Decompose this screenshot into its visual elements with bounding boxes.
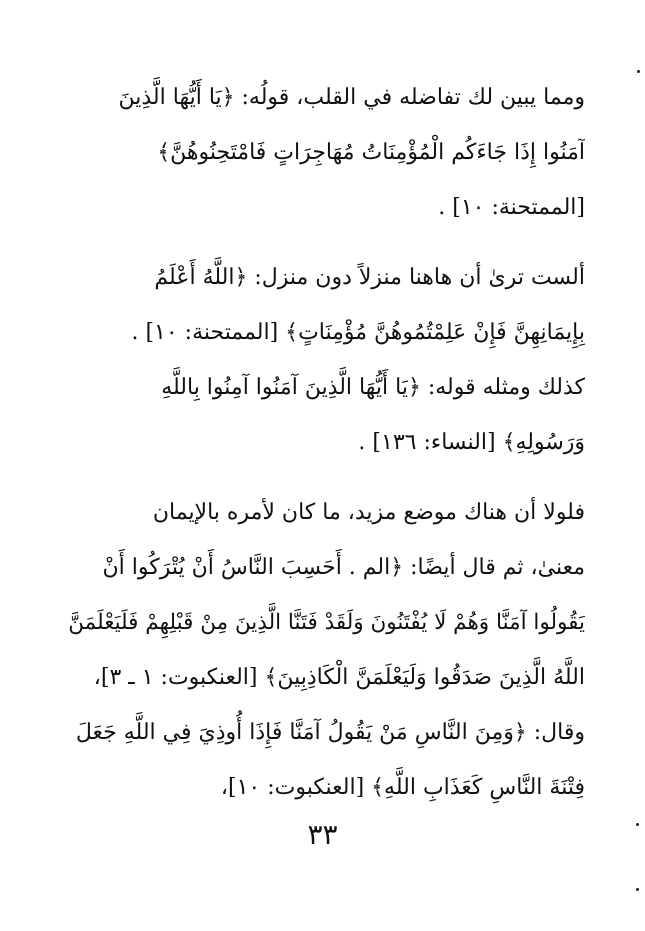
text-line: ألست ترىٰ أن هاهنا منزلاً دون منزل: ﴿اللَّهُ أَعْلَمُ bbox=[154, 265, 585, 290]
scan-speck-dot bbox=[637, 70, 640, 73]
text-line: يَقُولُوا آمَنَّا وَهُمْ لَا يُفْتَنُونَ وَلَقَدْ فَتَنَّا الَّذِينَ مِنْ قَبْلِهِمْ فَلَيَعْلَمَنَّ bbox=[68, 610, 585, 635]
text-line: آمَنُوا إِذَا جَاءَكُم الْمُؤْمِنَاتُ مُهَاجِرَاتٍ فَامْتَحِنُوهُنَّ﴾ bbox=[157, 140, 585, 165]
page-body bbox=[62, 70, 585, 815]
scan-speck-dot bbox=[636, 888, 639, 891]
text-line: كذلك ومثله قوله: ﴿يَا أَيُّهَا الَّذِينَ آمَنُوا آمِنُوا بِاللَّهِ bbox=[161, 375, 585, 400]
text-line: ومما يبين لك تفاضله في القلب، قولُه: ﴿يَا أَيُّهَا الَّذِينَ bbox=[118, 85, 585, 110]
text-line: فلولا أن هناك موضع مزيد، ما كان لأمره بالإيمان bbox=[152, 500, 585, 525]
text-line: معنىٰ، ثم قال أيضًا: ﴿الم . أَحَسِبَ النَّاسُ أَنْ يُتْرَكُوا أَنْ bbox=[102, 555, 585, 580]
page-number: ٣٣ bbox=[307, 818, 338, 851]
paragraph-gap bbox=[62, 235, 585, 250]
text-line: بِإِيمَانِهِنَّ فَإِنْ عَلِمْتُمُوهُنَّ مُؤْمِنَاتٍ﴾ [الممتحنة: ١٠] . bbox=[131, 320, 585, 345]
paragraph-2 bbox=[62, 250, 585, 470]
paragraph-1 bbox=[62, 70, 585, 235]
text-line: [الممتحنة: ١٠] . bbox=[438, 195, 585, 220]
text-line: فِتْنَةَ النَّاسِ كَعَذَابِ اللَّهِ﴾ [العنكبوت: ١٠]، bbox=[220, 775, 585, 800]
paragraph-gap bbox=[62, 470, 585, 485]
scan-speck-dot bbox=[636, 823, 639, 826]
text-line: وقال: ﴿وَمِنَ النَّاسِ مَنْ يَقُولُ آمَنَّا فَإِذَا أُوذِيَ فِي اللَّهِ جَعَلَ bbox=[75, 720, 585, 745]
paragraph-3 bbox=[62, 485, 585, 815]
text-line: وَرَسُولِهِ﴾ [النساء: ١٣٦] . bbox=[358, 430, 585, 455]
text-line: اللَّهُ الَّذِينَ صَدَقُوا وَلَيَعْلَمَنَّ الْكَاذِبِينَ﴾ [العنكبوت: ١ ـ ٣]، bbox=[93, 665, 585, 690]
